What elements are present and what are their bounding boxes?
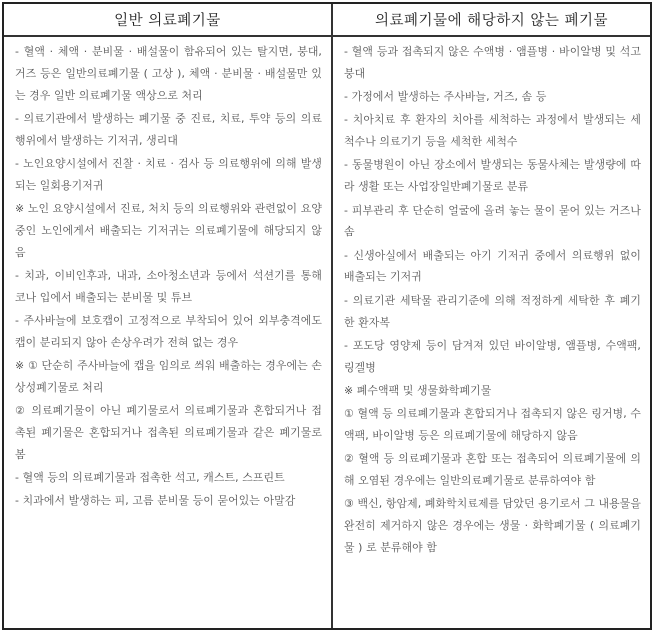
- list-item: - 혈액 등의 의료폐기물과 접촉한 석고, 캐스트, 스프린트: [15, 471, 285, 485]
- list-item: - 의료기관 세탁물 관리기준에 의해 적정하게 세탁한 후 폐기한 환자복: [344, 293, 641, 329]
- list-item: - 치과에서 발생하는 피, 고름 분비물 등이 묻어있는 아말감: [15, 494, 296, 508]
- list-item: ① 혈액 등 의료폐기물과 혼합되거나 접촉되지 않은 링거병, 수액팩, 바이알병 등은 의료폐기물에 해당하지 않음: [344, 407, 641, 443]
- list-item: ※ 폐수액팩 및 생물화학폐기물: [344, 383, 492, 397]
- list-item: ※ ① 단순히 주사바늘에 캡을 임의로 씌워 배출하는 경우에는 손상성폐기물로 처리: [15, 359, 322, 394]
- list-item: - 치아치료 후 환자의 치아를 세척하는 과정에서 발생되는 세척수나 의료기기 등을 세척한 세척수: [344, 113, 641, 149]
- list-item: - 치과, 이비인후과, 내과, 소아청소년과 등에서 석션기를 통해 코나 입에서 배출되는 분비물 및 튜브: [15, 268, 322, 304]
- list-item: ③ 백신, 항암제, 폐화학치료제를 담았던 용기로서 그 내용물을 완전히 제거하지 않은 경우에는 생물 · 화학폐기물 ( 의료폐기물 ) 로 분류해야 함: [344, 497, 641, 555]
- waste-classification-table: [2, 2, 652, 630]
- list-item: ② 의료폐기물이 아닌 폐기물로서 의료폐기물과 혼합되거나 접촉된 폐기물은 혼합되거나 접촉된 의료폐기물과 같은 폐기물로 봄: [15, 404, 322, 461]
- non-medical-waste-column: [333, 37, 650, 628]
- list-item: - 노인요양시설에서 진찰 · 치료 · 검사 등 의료행위에 의해 발생되는 일회용기저귀: [15, 156, 322, 192]
- list-item: - 혈액 · 체액 · 분비물 · 배설물이 함유되어 있는 탈지면, 붕대, 거즈 등은 일반의료폐기물 ( 고상 ), 체액 · 분비물 · 배설물만 있는 경우 일반 의료폐기물 액상으로 처리: [15, 45, 322, 102]
- list-item: - 의료기관에서 발생하는 폐기물 중 진료, 치료, 투약 등의 의료행위에서 발생하는 기저귀, 생리대: [15, 111, 322, 147]
- list-item: ② 혈액 등 의료폐기물과 혼합 또는 접촉되어 의료폐기물에 의해 오염된 경우에는 일반의료폐기물로 분류하여야 함: [344, 452, 641, 488]
- list-item: ※ 노인 요양시설에서 진료, 처치 등의 의료행위와 관련없이 요양 중인 노인에게서 배출되는 기저귀는 의료폐기물에 해당되지 않음: [15, 202, 322, 259]
- list-item: - 혈액 등과 접촉되지 않은 수액병 · 앰플병 · 바이알병 및 석고붕대: [344, 45, 641, 80]
- general-medical-waste-column: [4, 37, 331, 628]
- list-item: - 피부관리 후 단순히 얼굴에 올려 놓는 물이 묻어 있는 거즈나 솜: [344, 203, 641, 239]
- list-item: - 포도당 영양제 등이 담겨져 있던 바이알병, 앰플병, 수액팩, 링겔병: [344, 338, 641, 374]
- list-item: - 동물병원이 아닌 장소에서 발생되는 동물사체는 발생량에 따라 생활 또는 사업장일반폐기물로 분류: [344, 158, 641, 194]
- list-item: - 주사바늘에 보호캡이 고정적으로 부착되어 있어 외부충격에도 캡이 분리되지 않아 손상우려가 전혀 없는 경우: [15, 314, 322, 349]
- list-item: - 가정에서 발생하는 주사바늘, 거즈, 솜 등: [344, 90, 547, 104]
- list-item: - 신생아실에서 배출되는 아기 기저귀 중에서 의료행위 없이 배출되는 기저귀: [344, 248, 641, 284]
- header-non-medical-waste: 의료폐기물에 해당하지 않는 폐기물: [333, 4, 650, 37]
- header-general-medical-waste: 일반 의료폐기물: [4, 4, 331, 37]
